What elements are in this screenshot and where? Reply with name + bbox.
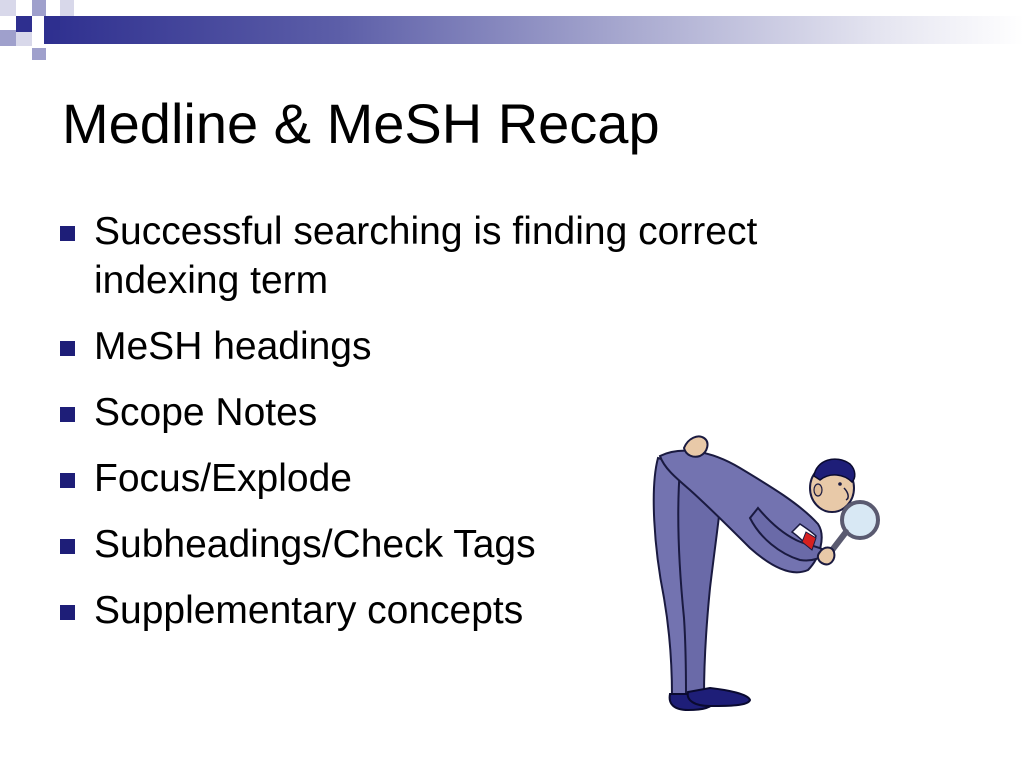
square-bullet-icon	[60, 341, 75, 356]
slide-title: Medline & MeSH Recap	[62, 92, 660, 155]
bullet-text: Scope Notes	[94, 391, 318, 434]
square-bullet-icon	[60, 473, 75, 488]
deco-square	[32, 48, 46, 60]
square-bullet-icon	[60, 407, 75, 422]
deco-square	[60, 0, 74, 16]
bullet-text: MeSH headings	[94, 325, 372, 368]
square-bullet-icon	[60, 226, 75, 241]
deco-square	[16, 16, 32, 32]
deco-square	[0, 30, 16, 46]
deco-square	[32, 0, 46, 16]
bullet-text: Successful searching is finding correct indexing term	[94, 210, 758, 302]
deco-square	[16, 32, 32, 46]
square-bullet-icon	[60, 605, 75, 620]
bullet-text: Focus/Explode	[94, 457, 352, 500]
deco-square	[0, 0, 16, 16]
square-bullet-icon	[60, 539, 75, 554]
bullet-item	[58, 207, 898, 305]
deco-square	[46, 16, 60, 30]
bullet-text: Subheadings/Check Tags	[94, 523, 536, 566]
header-gradient-bar	[44, 16, 1024, 44]
bullet-item	[58, 322, 898, 371]
man-with-magnifying-glass-icon	[640, 428, 890, 718]
bullet-text: Supplementary concepts	[94, 589, 524, 632]
